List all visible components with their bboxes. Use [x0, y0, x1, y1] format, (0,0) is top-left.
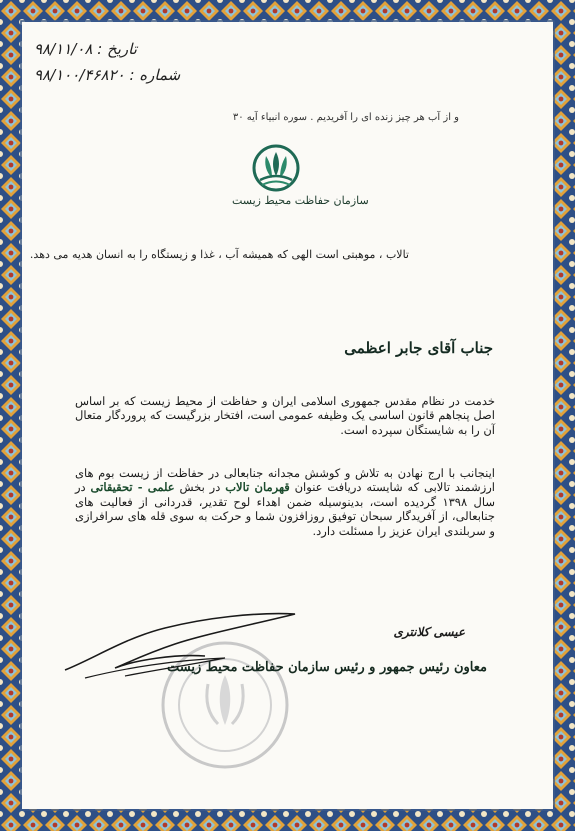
environment-org-logo-icon [246, 142, 306, 194]
signer-name: عیسی کلانتری [393, 625, 465, 639]
paragraph-2-rest: در سال ۱۳۹۸ گردیده است، بدینوسیله ضمن اهداء لوح تقدیر، قدردانی از فعالیت های جنابعالی، از آفریدگار سبحان توفیق روزافزون شما و حرکت به سوی قله های سرافرازی و سربلندی ایران عزیز را مسئلت دارد. [75, 480, 496, 538]
body-paragraph-1: خدمت در نظام مقدس جمهوری اسلامی ایران و حفاظت از محیط زیست که بر اساس اصل پنجاهم قانون اساسی یک وظیفه عمومی است، افتخار بزرگیست که پروردگار متعال آن را به شایستگان سپرده است. [75, 394, 495, 437]
letter-date: تاریخ : ۹۸/۱۱/۰۸ [34, 40, 137, 58]
letter-number: شماره : ۹۸/۱۰۰/۴۶۸۲۰ [34, 66, 181, 84]
body-paragraph-2 [75, 466, 495, 538]
recipient-salutation: جناب آقای جابر اعظمی [344, 339, 493, 357]
award-category: علمی - تحقیقاتی [90, 480, 175, 495]
signer-title: معاون رئیس جمهور و رئیس سازمان حفاظت محیط زیست [167, 660, 487, 675]
organization-name: سازمان حفاظت محیط زیست [232, 194, 369, 207]
verse-line: تالاب ، موهبتی است الهی که همیشه آب ، غذا و زیستگاه را به انسان هدیه می دهد. [29, 248, 409, 261]
award-title: قهرمان تالاب [225, 480, 290, 495]
paragraph-2-lead: اینجانب با ارج نهادن به تلاش و کوشش مجدانه جنابعالی در حفاظت از زیست بوم های ارزشمند تالابی که شایسته دریافت عنوان [75, 466, 495, 495]
paragraph-2-middle: در بخش [179, 480, 221, 495]
motto-line: و از آب هر چیز زنده ای را آفریدیم . سوره انبیاء آیه ۳۰ [232, 112, 459, 123]
